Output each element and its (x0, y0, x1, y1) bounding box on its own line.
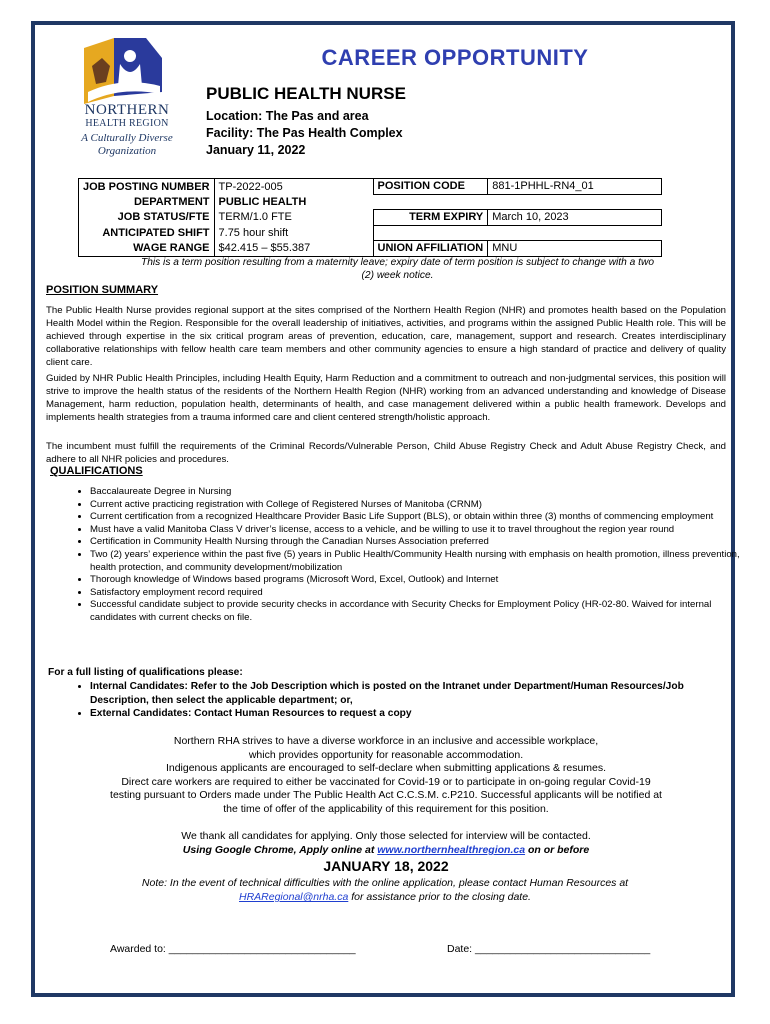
list-item: • Certification in Community Health Nursing through the Canadian Nurses Association preferred (90, 536, 742, 549)
summary-paragraph-2: Guided by NHR Public Health Principles, including Health Equity, Harm Reduction and a commitment to outreach and non-judgmental services, this position will strive to improve the health status of the residents of the Northern Health Region (NHR) working from an advanced understanding and knowledge of Disease Management, harm reduction, population health, determinants of health, and case management delivered within a public health framework. Develops and implements health strategies from a trauma informed care and client centered strength/holistic approach. (46, 373, 726, 423)
location: Location: The Pas and area (206, 109, 369, 123)
position-summary-heading: POSITION SUMMARY (46, 284, 159, 296)
position-code-label: POSITION CODE (373, 179, 488, 195)
list-item: • Must have a valid Manitoba Class V driver’s license, access to a vehicle, and be willing to use it to travel throughout the region year round (90, 524, 742, 537)
list-item: • Two (2) years’ experience within the past five (5) years in Public Health/Community Health nursing with emphasis on health promotion, illness prevention, health protection, and community development/mobilization (90, 549, 742, 574)
list-item: • Internal Candidates: Refer to the Job Description which is posted on the Intranet under Department/Human Resources/Job Description, then select the applicable department; or, (90, 680, 740, 707)
org-name-line2: HEALTH REGION (85, 118, 169, 129)
job-posting-label: JOB POSTING NUMBER (79, 179, 215, 195)
apply-prefix: Using Google Chrome, Apply online at (182, 844, 378, 856)
diversity-line: testing pursuant to Orders made under The Public Health Act C.C.S.M. c.P210. Successful applicants will be notified at (110, 789, 662, 801)
union-value: MNU (488, 241, 662, 257)
listing-title: For a full listing of qualifications please: (48, 667, 243, 678)
logo-wordmark (62, 103, 192, 129)
posting-date: January 11, 2022 (206, 143, 306, 157)
empty-cell (373, 225, 488, 241)
logo-tagline (62, 132, 192, 158)
job-info-table (78, 178, 662, 257)
qualifications-heading: QUALIFICATIONS (50, 465, 143, 477)
term-note (70, 256, 725, 282)
tech-suffix: for assistance prior to the closing date. (348, 891, 531, 903)
closing-date: JANUARY 18, 2022 (323, 858, 449, 874)
diversity-line: Direct care workers are required to either be vaccinated for Covid-19 or to participate in on-going regular Covid-19 (121, 775, 651, 788)
position-code-value: 881-1PHHL-RN4_01 (488, 179, 662, 195)
website-link[interactable]: www.northernhealthregion.ca (377, 844, 526, 856)
diversity-statement (46, 735, 726, 816)
diversity-line: the time of offer of the applicability of this requirement for this position. (223, 802, 549, 815)
tech-line1: Note: In the event of technical difficulties with the online application, please contact Human Resources at (141, 877, 629, 889)
list-item: • Successful candidate subject to provide security checks in accordance with Security Checks for Employment Policy (HR-02-80. Waived for internal candidates with current checks on file. (90, 599, 742, 624)
apply-suffix: on or before (525, 844, 590, 856)
department-value: PUBLIC HEALTH (218, 195, 307, 208)
list-item: • Current certification from a recognized Healthcare Provider Basic Life Support (BLS), or obtain within three (3) months of commencing employment (90, 511, 742, 524)
apply-line (46, 844, 726, 856)
job-meta (206, 108, 403, 159)
list-item: • Baccalaureate Degree in Nursing (90, 486, 742, 499)
org-name-line1: NORTHERN (84, 102, 170, 118)
department-label: DEPARTMENT (79, 194, 215, 210)
diversity-line: Northern RHA strives to have a diverse workforce in an inclusive and accessible workplace, (173, 735, 599, 747)
job-status-label: JOB STATUS/FTE (79, 210, 215, 226)
term-note-line1: This is a term position resulting from a maternity leave; expiry date of term position is subject to change with a two (140, 257, 654, 268)
hr-email-link[interactable]: HRARegional@nrha.ca (239, 891, 349, 903)
qualifications-list (66, 486, 742, 625)
listing-list (66, 680, 740, 721)
list-item: • Thorough knowledge of Windows based programs (Microsoft Word, Excel, Outlook) and Internet (90, 574, 742, 587)
wage-label: WAGE RANGE (79, 241, 215, 257)
term-note-line2: (2) week notice. (361, 270, 434, 281)
awarded-to-field: Awarded to: ________________________________ (110, 943, 356, 955)
wage-value: $42.415 – $55.387 (214, 241, 373, 257)
technical-note (60, 876, 710, 904)
shift-label: ANTICIPATED SHIFT (79, 225, 215, 241)
empty-cell (373, 194, 488, 210)
facility: Facility: The Pas Health Complex (206, 126, 403, 140)
date-field: Date: ______________________________ (447, 943, 651, 955)
diversity-line: Indigenous applicants are encouraged to self-declare when submitting applications & resumes. (165, 762, 607, 774)
tagline-line2: Organization (97, 145, 157, 157)
term-expiry-value: March 10, 2023 (488, 210, 662, 226)
diversity-line: which provides opportunity for reasonable accommodation. (248, 748, 524, 761)
empty-cell (488, 225, 662, 241)
list-item: • Satisfactory employment record required (90, 587, 742, 600)
list-item: • Current active practicing registration with College of Registered Nurses of Manitoba (CRNM) (90, 499, 742, 512)
term-expiry-label: TERM EXPIRY (373, 210, 488, 226)
tagline-line1: A Culturally Diverse (81, 132, 173, 144)
list-item: • External Candidates: Contact Human Resources to request a copy (90, 707, 740, 721)
shift-value: 7.75 hour shift (214, 225, 373, 241)
job-title: PUBLIC HEALTH NURSE (206, 84, 406, 103)
empty-cell (488, 194, 662, 210)
job-posting-value: TP-2022-005 (214, 179, 373, 195)
thanks-text: We thank all candidates for applying. Only those selected for interview will be contacted. (181, 830, 591, 842)
job-status-value: TERM/1.0 FTE (218, 211, 292, 224)
page-title: CAREER OPPORTUNITY (321, 45, 589, 70)
summary-paragraph-3: The incumbent must fulfill the requirements of the Criminal Records/Vulnerable Person, Child Abuse Registry Check and Adult Abuse Registry Check, and adhere to all NHR policies and procedures. (46, 441, 726, 465)
union-label: UNION AFFILIATION (373, 241, 488, 257)
summary-paragraph-1: The Public Health Nurse provides regional support at the sites comprised of the Northern Health Region (NHR) and promotes health based on the Population Health Model within the Region. Responsible for the overall leadership of initiatives, activities, and programs within the assigned Public Health role. This will be achieved through expertise in the six critical program areas of prevention, education, care, management, support and research. Creates interdisciplinary collaborative relationships with fellow health care team members and other community agencies to ensure a high standard of practice and delivery of quality client care. (46, 305, 726, 368)
